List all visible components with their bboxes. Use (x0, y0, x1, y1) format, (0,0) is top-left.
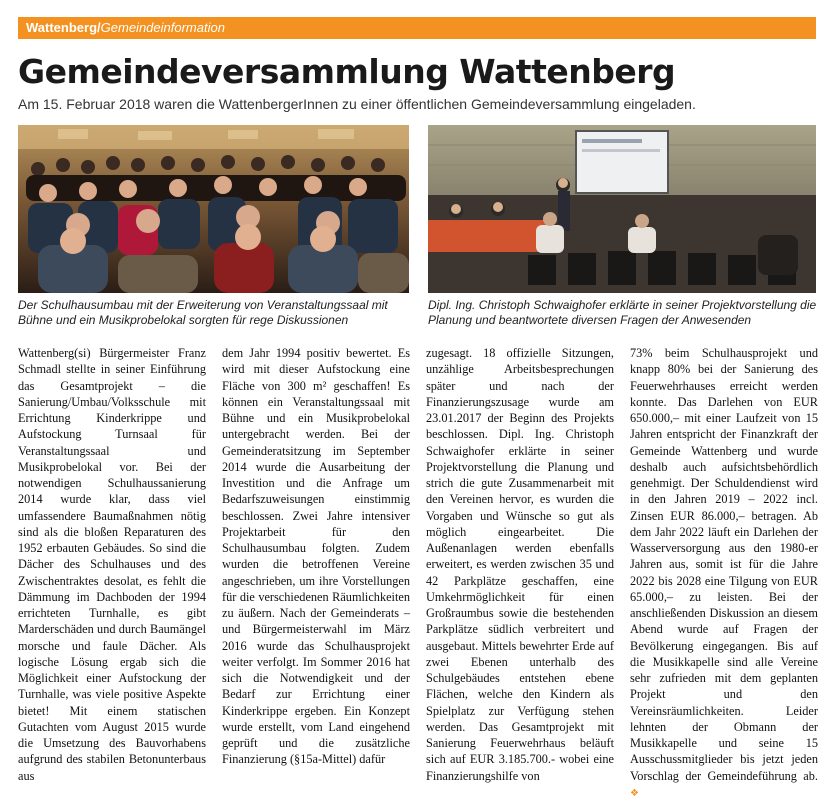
article-column-4-text: 73% beim Schulhausprojekt und knapp 80% bei der Sanierung des Feuerwehrhauses erreicht werden konnte. Das Darlehen von EUR 650.000,– mit einer Laufzeit von 15 Jahren entspricht der Finanzkraft der Gemeinde Wattenberg und wurde deshalb auch aufsichtsbehördlich genehmigt. Der Schuldendienst wird in den Jahren 2019 – 2022 incl. Zinsen EUR 86.000,– betragen. Ab dem Jahr 2022 läuft ein Darlehen der Wasserversorgung aus den 1980-er Jahren aus, somit ist für die Jahre 2022 bis 2028 eine Tilgung von EUR 65.000,– zu leisten. Bei der anschließenden Diskussion an diesem Abend wurde auf Fragen der Bevölkerung eingegangen. Bis auf die Musikkapelle sind alle Vereine sehr zufrieden mit dem geplanten Projekt und den Vereinsräumlichkeiten. Leider lehnten der Obmann der Musikkapelle und seine 15 Ausschussmitglieder bis jetzt jeden Vorschlag der Gemeindeführung ab. (630, 346, 818, 783)
article-column-3: zugesagt. 18 offizielle Sitzungen, unzählige Arbeitsbesprechungen später und nach der Finanzierungszusage wurde am 23.01.2017 der Beginn des Projekts beschlossen. Dipl. Ing. Christoph Schwaighofer erklärte in seiner Projektvorstellung die Planung und strich die gute Zusammenarbeit mit den Vereinen hervor, es wurden die Vorgaben und Wünsche so gut als möglich eingearbeitet. Die Außenanlagen werden ebenfalls erweitert, es werden zwischen 35 und 42 Parkplätze geschaffen, eine Umkehrmöglichkeit für einen Großraumbus sowie die bestehenden Parkplätze südlich verbreitert und ausgebaut. Mittels bewehrter Erde auf zwei Ebenen unterhalb des Schulgebäudes entstehen ebene Flächen, welche den Kindern als Spielplatz zur Verfügung stehen werden. Das Gesamtprojekt mit Sanierung Feuerwehrhaus beläuft sich auf EUR 3.185.700.- wobei eine Finanzierungshilfe von (426, 346, 614, 783)
article-column-4 (630, 345, 818, 802)
caption-photo-audience: Der Schulhausumbau mit der Erweiterung von Veranstaltungssaal mit Bühne und ein Musikprobelokal sorgten für rege Diskussionen (18, 298, 388, 327)
photo-presentation (428, 125, 816, 293)
caption-photo-presentation: Dipl. Ing. Christoph Schwaighofer erklärte in seiner Projektvorstellung die Planung und beantwortete diversen Fragen der Anwesenden (428, 298, 817, 327)
article-column-1: Wattenberg(si) Bürgermeister Franz Schmadl stellte in seiner Einführung das Gesamtprojekt – die Sanierung/Umbau/Volksschule mit Errichtung Kinderkrippe und Aufstockung Turnsaal für Veranstaltungssaal und Musikprobelokal vor. Bei der notwendigen Schulhaussanierung 2014 wurde klar, dass viel umfassendere Baumaßnahmen nötig sind als die bloßen Reparaturen des 1952 erbauten Gebäudes. So sind die Dächer des Schulhauses und des Zwischentraktes desolat, es fehlt die Dämmung im Dachboden der 1994 errichteten Turnhalle, es gibt Marderschäden und durch Baumängel morsche und faule Dächer. Als logische Lösung ergab sich die Möglichkeit einer Aufstockung der Turnhalle, was viele positive Aspekte bietet! Mit einem statischen Gutachten vom August 2015 wurde die Umsetzung des Bauvorhabens aufgrund des stabilen Betonunterbaus aus (18, 346, 206, 783)
section-category: Gemeindeinformation (100, 20, 225, 35)
section-header-band (18, 17, 816, 39)
article-column-2: dem Jahr 1994 positiv bewertet. Es wird mit dieser Aufstockung eine Fläche von 300 m² geschaffen! Es können ein Veranstaltungssaal mit Bühne und ein Musikprobelokal untergebracht werden. Bei der Gemeinderatsitzung im September 2014 wurde die Ausarbeitung der Investition und die Anfrage um Bedarfszuweisungen einstimmig beschlossen. Zwei Jahre intensiver Projektarbeit für den Schulhausumbau folgten. Zudem wurden die betroffenen Vereine angeschrieben, um ihre Vorstellungen für die verschiedenen Räumlichkeiten zu äußern. Nach der Gemeinderats – und Bürgermeisterwahl im März 2016 wurde das Schulhausprojekt weiter verfolgt. Im Sommer 2016 hat sich die Notwendigkeit und der Bedarf zur Errichtung einer Kinderkrippe ergeben. Ein Konzept wurde erstellt, vom Land eingehend geprüft und die zusätzliche Finanzierung (§15a-Mittel) dafür (222, 346, 410, 767)
article-lead: Am 15. Februar 2018 waren die WattenbergerInnen zu einer öffentlichen Gemeindeversammlung eingeladen. (18, 96, 696, 112)
photo-audience (18, 125, 409, 293)
section-name: Wattenberg (26, 20, 98, 35)
section-separator: / (97, 20, 101, 35)
article-title: Gemeindeversammlung Wattenberg (18, 52, 676, 91)
end-mark-icon: ❖ (630, 787, 639, 799)
